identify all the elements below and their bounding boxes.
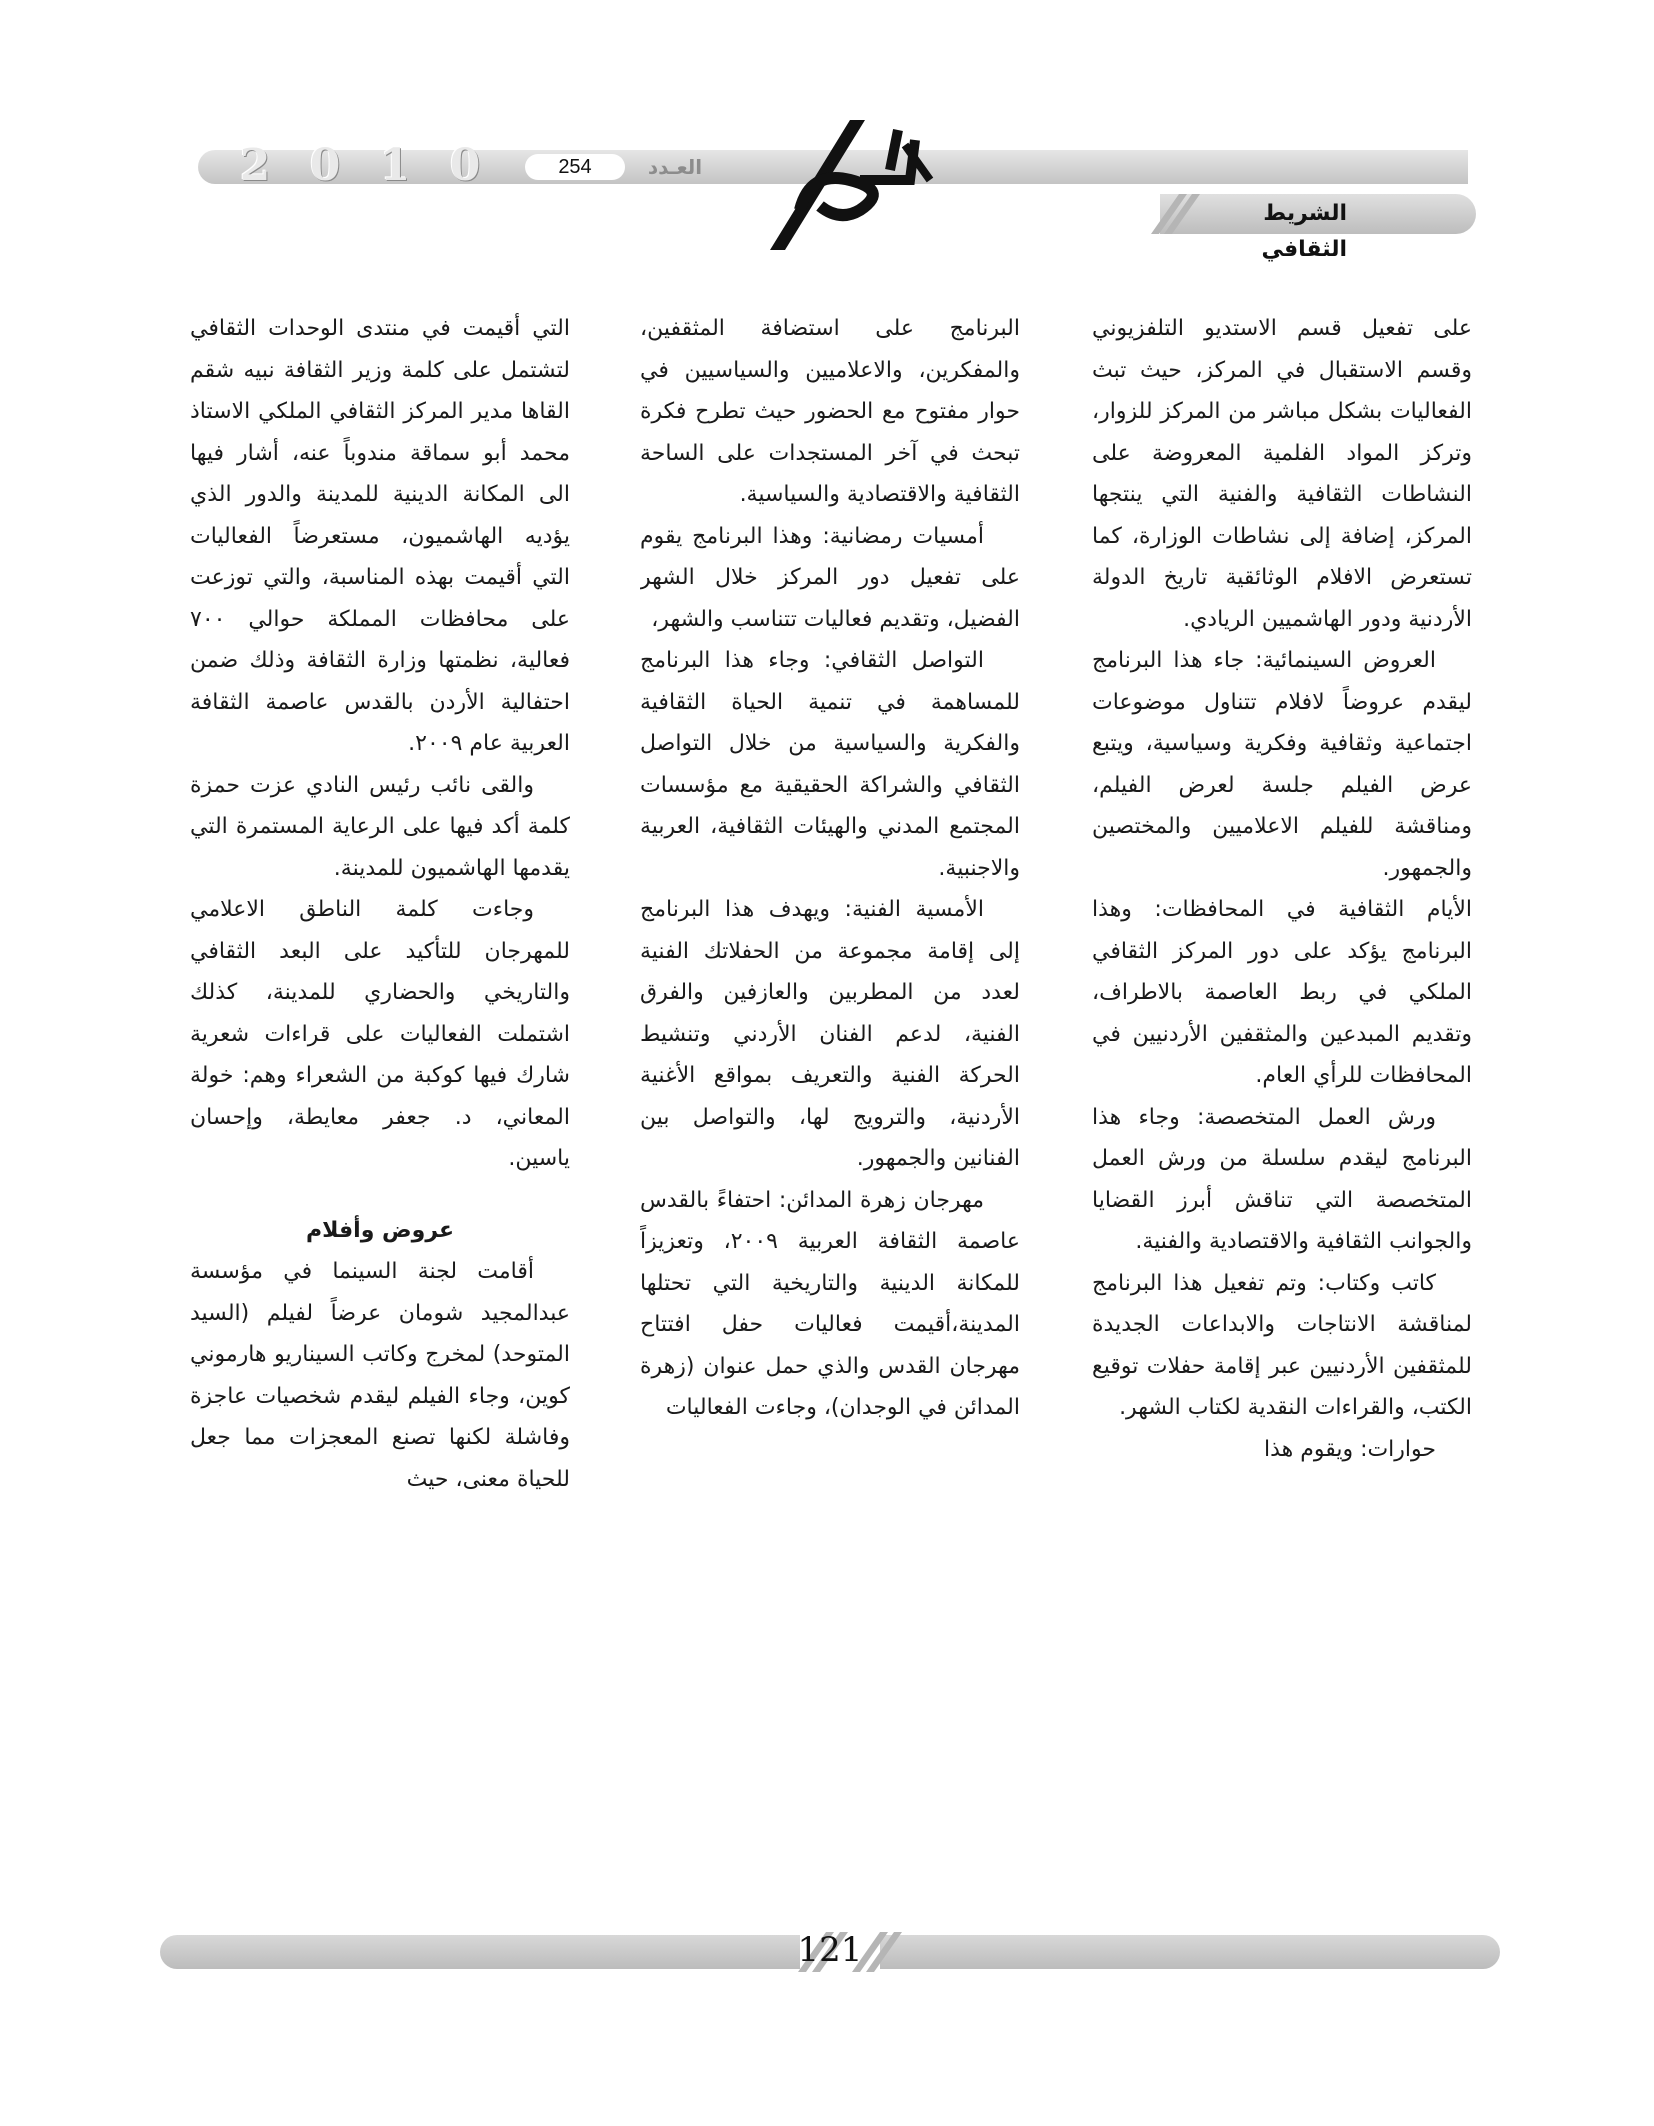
- paragraph: العروض السينمائية: جاء هذا البرنامج ليقدم عروضاً لافلام تتناول موضوعات اجتماعية وثقافية وفكرية وسياسية، ويتبع عرض الفيلم جلسة لعرض الفيلم، ومناقشة للفيلم الاعلاميين والمختصين والجمهور.: [1092, 648, 1472, 881]
- paragraph: مهرجان زهرة المدائن: احتفاءً بالقدس عاصمة الثقافة العربية ٢٠٠٩، وتعزيزاً للمكانة الدينية والتاريخية التي تحتلها المدينة،أقيمت فعاليات حفل افتتاح مهرجان القدس والذي حمل عنوان (زهرة المدائن في الوجدان)، وجاءت الفعاليات: [640, 1187, 1020, 1420]
- section-title: الشريط الثقافي: [1261, 201, 1347, 262]
- paragraph: ورش العمل المتخصصة: وجاء هذا البرنامج ليقدم سلسلة من ورش العمل المتخصصة التي تناقش أبرز القضايا والجوانب الثقافية والاقتصادية والفنية.: [1092, 1104, 1472, 1254]
- paragraph: التواصل الثقافي: وجاء هذا البرنامج للمساهمة في تنمية الحياة الثقافية والفكرية والسياسية من خلال التواصل الثقافي والشراكة الحقيقية مع مؤسسات المجتمع المدني والهيئات الثقافية، العربية والاجنبية.: [640, 648, 1020, 881]
- text-column-left: [190, 308, 570, 1838]
- text-column-right: [1092, 308, 1472, 1838]
- text-column-middle: [640, 308, 1020, 1838]
- issue-label: العـدد: [647, 155, 703, 179]
- year-digit: 0: [309, 140, 341, 191]
- paragraph: التي أقيمت في منتدى الوحدات الثقافي لتشتمل على كلمة وزير الثقافة نبيه شقم القاها مدير المركز الثقافي الملكي الاستاذ محمد أبو سماقة مندوباً عنه، أشار فيها الى المكانة الدينية للمدينة والدور الذي يؤديه الهاشميون، مستعرضاً الفعاليات التي أقيمت بهذه المناسبة، والتي توزعت على محافظات المملكة حوالي ٧٠٠ فعالية، نظمتها وزارة الثقافة وذلك ضمن احتفالية الأردن بالقدس عاصمة الثقافة العربية عام ٢٠٠٩.: [190, 316, 570, 756]
- footer-band-left: [160, 1935, 800, 1969]
- year-digit: 2: [239, 140, 271, 191]
- footer-band-right: [880, 1935, 1500, 1969]
- paragraph: وجاءت كلمة الناطق الاعلامي للمهرجان للتأكيد على البعد الثقافي والتاريخي والحضاري للمدينة، كذلك اشتملت الفعاليات على قراءات شعرية شارك فيها كوكبة من الشعراء وهم: خولة المعاني، د. جعفر معايطة، وإحسان ياسين.: [190, 897, 570, 1171]
- paragraph: حوارات: ويقوم هذا: [1263, 1436, 1436, 1462]
- year-digit: 1: [379, 140, 411, 191]
- paragraph: الأمسية الفنية: ويهدف هذا البرنامج إلى إقامة مجموعة من الحفلاتك الفنية لعدد من المطربين والعازفين والفرق الفنية، لدعم الفنان الأردني وتنشيط الحركة الفنية والتعريف بمواقع الأغنية الأردنية، والترويج لها، والتواصل بين الفنانين والجمهور.: [640, 897, 1020, 1171]
- page-number: 121: [797, 1930, 863, 1970]
- paragraph: كاتب وكتاب: وتم تفعيل هذا البرنامج لمناقشة الانتاجات والابداعات الجديدة للمثقفين الأردنيين عبر إقامة حفلات توقيع الكتب، والقراءات النقدية لكتاب الشهر.: [1092, 1270, 1472, 1420]
- paragraph: أمسيات رمضانية: وهذا البرنامج يقوم على تفعيل دور المركز خلال الشهر الفضيل، وتقديم فعاليات تتناسب والشهر،: [640, 523, 1020, 632]
- magazine-logo: [740, 110, 940, 260]
- paragraph: على تفعيل قسم الاستديو التلفزيوني وقسم الاستقبال في المركز، حيث تبث الفعاليات بشكل مباشر من المركز للزوار، وتركز المواد الفلمية المعروضة على النشاطات الثقافية والفنية التي ينتجها المركز، إضافة إلى نشاطات الوزارة، كما تستعرض الافلام الوثائقية تاريخ الدولة الأردنية ودور الهاشميين الريادي.: [1092, 316, 1472, 632]
- sub-heading: عروض وأفلام: [305, 1217, 455, 1243]
- paragraph: الأيام الثقافية في المحافظات: وهذا البرنامج يؤكد على دور المركز الثقافي الملكي في ربط العاصمة بالاطراف، وتقديم المبدعين والمثقفين الأردنيين في المحافظات للرأي العام.: [1092, 897, 1472, 1088]
- paragraph: البرنامج على استضافة المثقفين، والمفكرين، والاعلاميين والسياسيين في حوار مفتوح مع الحضور حيث تطرح فكرة تبحث في آخر المستجدات على الساحة الثقافية والاقتصادية والسياسية.: [640, 316, 1020, 507]
- paragraph: والقى نائب رئيس النادي عزت حمزة كلمة أكد فيها على الرعاية المستمرة التي يقدمها الهاشميون للمدينة.: [190, 772, 570, 881]
- issue-number: 254: [525, 154, 625, 180]
- year-digit: 0: [449, 140, 481, 191]
- paragraph: أقامت لجنة السينما في مؤسسة عبدالمجيد شومان عرضاً لفيلم (السيد المتوحد) لمخرج وكاتب السيناريو هارموني كوين، وجاء الفيلم ليقدم شخصيات عاجزة وفاشلة لكنها تصنع المعجزات مما جعل للحياة معنى، حيث: [190, 1259, 570, 1492]
